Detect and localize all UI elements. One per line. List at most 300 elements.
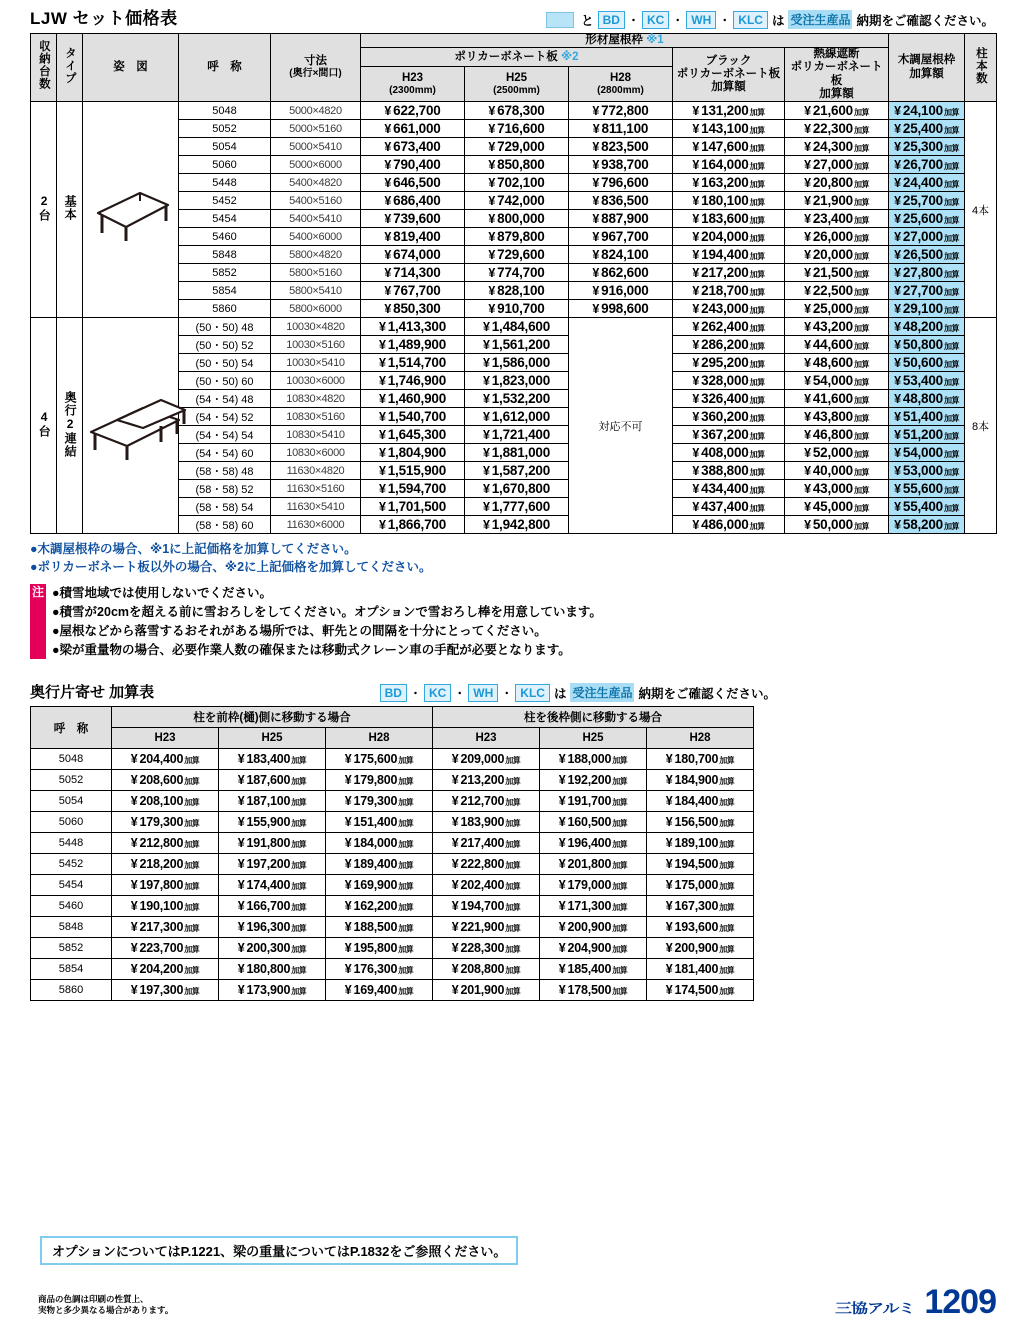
cell-name: 5852 bbox=[179, 264, 271, 282]
cell-r23: ¥ 208,800加算 bbox=[433, 959, 540, 980]
cell-f25: ¥ 166,700加算 bbox=[219, 896, 326, 917]
badge-bd: BD bbox=[598, 11, 625, 29]
cell-h23: ¥ 1,701,500 bbox=[361, 498, 465, 516]
cell-size: 5400×5160 bbox=[271, 192, 361, 210]
header-row-1 bbox=[31, 34, 997, 48]
cell-h23: ¥ 790,400 bbox=[361, 156, 465, 174]
cell-h23: ¥ 661,000 bbox=[361, 120, 465, 138]
th-size-main: 寸法 bbox=[304, 55, 327, 68]
cell-h25: ¥ 1,881,000 bbox=[465, 444, 569, 462]
cell-h25: ¥ 702,100 bbox=[465, 174, 569, 192]
cell-posts: 8本 bbox=[965, 318, 997, 534]
cell-h28: ¥ 772,800 bbox=[569, 102, 673, 120]
cell-name: (54・54) 52 bbox=[179, 408, 271, 426]
th-h28: H28 (2800mm) bbox=[569, 67, 673, 102]
cell-f28: ¥ 195,800加算 bbox=[326, 938, 433, 959]
cell-wood-frame: ¥ 24,400加算 bbox=[889, 174, 965, 192]
badge-klc: KLC bbox=[733, 11, 768, 29]
cell-size: 5000×4820 bbox=[271, 102, 361, 120]
cell-f25: ¥ 196,300加算 bbox=[219, 917, 326, 938]
cell-black-poly: ¥ 286,200加算 bbox=[673, 336, 785, 354]
section-header bbox=[0, 0, 1018, 33]
cell-h25: ¥ 910,700 bbox=[465, 300, 569, 318]
cell-h25: ¥ 1,561,200 bbox=[465, 336, 569, 354]
cell-size: 11630×4820 bbox=[271, 462, 361, 480]
cell-f25: ¥ 183,400加算 bbox=[219, 749, 326, 770]
cell-r23: ¥ 183,900加算 bbox=[433, 812, 540, 833]
cell-r25: ¥ 204,900加算 bbox=[540, 938, 647, 959]
cell-name: 5848 bbox=[179, 246, 271, 264]
cell-f28: ¥ 179,800加算 bbox=[326, 770, 433, 791]
cell-wood-frame: ¥ 53,400加算 bbox=[889, 372, 965, 390]
cell-r23: ¥ 201,900加算 bbox=[433, 980, 540, 1001]
cell-h23: ¥ 1,866,700 bbox=[361, 516, 465, 534]
table-row bbox=[31, 980, 754, 1001]
table-row bbox=[31, 749, 754, 770]
cell-h23: ¥ 1,804,900 bbox=[361, 444, 465, 462]
cell-r23: ¥ 194,700加算 bbox=[433, 896, 540, 917]
cell-f23: ¥ 204,200加算 bbox=[112, 959, 219, 980]
cell-h25: ¥ 879,800 bbox=[465, 228, 569, 246]
legend-sep-3: ・ bbox=[719, 14, 731, 27]
note-blue-1: ●木調屋根枠の場合、※1に上記価格を加算してください。 bbox=[30, 542, 357, 557]
cell-black-poly: ¥ 243,000加算 bbox=[673, 300, 785, 318]
cell-wood-frame: ¥ 27,000加算 bbox=[889, 228, 965, 246]
cell-type: 基本 bbox=[57, 102, 83, 318]
cell-h25: ¥ 1,777,600 bbox=[465, 498, 569, 516]
cell-h25: ¥ 828,100 bbox=[465, 282, 569, 300]
cell-name: (58・58) 48 bbox=[179, 462, 271, 480]
cell-black-poly: ¥ 437,400加算 bbox=[673, 498, 785, 516]
cell-r28: ¥ 167,300加算 bbox=[647, 896, 754, 917]
cell-heat-poly: ¥ 20,800加算 bbox=[785, 174, 889, 192]
cell-name: 5060 bbox=[31, 812, 112, 833]
cell-wood-frame: ¥ 27,700加算 bbox=[889, 282, 965, 300]
cell-f23: ¥ 223,700加算 bbox=[112, 938, 219, 959]
table-row bbox=[31, 318, 997, 336]
page-title: LJW セット価格表 bbox=[30, 9, 178, 28]
cell-size: 10830×6000 bbox=[271, 444, 361, 462]
cell-f25: ¥ 180,800加算 bbox=[219, 959, 326, 980]
cell-black-poly: ¥ 328,000加算 bbox=[673, 372, 785, 390]
warning-item: ●積雪地域では使用しないでください。 bbox=[52, 586, 273, 601]
cell-size: 10830×4820 bbox=[271, 390, 361, 408]
color-swatch-icon bbox=[546, 12, 574, 28]
cell-heat-poly: ¥ 22,300加算 bbox=[785, 120, 889, 138]
cell-h23: ¥ 1,514,700 bbox=[361, 354, 465, 372]
cell-f25: ¥ 197,200加算 bbox=[219, 854, 326, 875]
cell-size: 5000×6000 bbox=[271, 156, 361, 174]
depth-offset-table-body bbox=[31, 749, 754, 1001]
cell-r28: ¥ 175,000加算 bbox=[647, 875, 754, 896]
cell-heat-poly: ¥ 54,000加算 bbox=[785, 372, 889, 390]
cell-name: 5860 bbox=[31, 980, 112, 1001]
cell-f23: ¥ 204,400加算 bbox=[112, 749, 219, 770]
table-row bbox=[31, 833, 754, 854]
cell-size: 5400×5410 bbox=[271, 210, 361, 228]
sub-badge-wh: WH bbox=[468, 684, 498, 702]
cell-h25: ¥ 800,000 bbox=[465, 210, 569, 228]
sub-legend-sep-1: ・ bbox=[409, 687, 421, 700]
cell-wood-frame: ¥ 50,800加算 bbox=[889, 336, 965, 354]
cell-h25: ¥ 1,942,800 bbox=[465, 516, 569, 534]
cell-heat-poly: ¥ 26,000加算 bbox=[785, 228, 889, 246]
cell-h25: ¥ 1,823,000 bbox=[465, 372, 569, 390]
cell-h28: ¥ 836,500 bbox=[569, 192, 673, 210]
cell-black-poly: ¥ 367,200加算 bbox=[673, 426, 785, 444]
cell-size: 11630×6000 bbox=[271, 516, 361, 534]
disclaimer-line-1: 商品の色調は印刷の性質上、 bbox=[38, 1293, 149, 1304]
sub-table-wrap bbox=[0, 706, 1018, 1001]
cell-name: 5452 bbox=[31, 854, 112, 875]
cell-f23: ¥ 217,300加算 bbox=[112, 917, 219, 938]
cell-name: (50・50) 54 bbox=[179, 354, 271, 372]
cell-wood-frame: ¥ 24,100加算 bbox=[889, 102, 965, 120]
cell-r23: ¥ 202,400加算 bbox=[433, 875, 540, 896]
cell-size: 5000×5410 bbox=[271, 138, 361, 156]
legend-and: と bbox=[581, 13, 594, 28]
cell-size: 5400×6000 bbox=[271, 228, 361, 246]
cell-r25: ¥ 192,200加算 bbox=[540, 770, 647, 791]
cell-wood-frame: ¥ 25,300加算 bbox=[889, 138, 965, 156]
legend-made-to-order bbox=[546, 10, 996, 29]
cell-h25: ¥ 1,532,200 bbox=[465, 390, 569, 408]
th-group-frame: 形材屋根枠 ※1 bbox=[361, 34, 889, 48]
th-black-poly: ブラック ポリカーボネート板 加算額 bbox=[673, 48, 785, 102]
cell-wood-frame: ¥ 48,200加算 bbox=[889, 318, 965, 336]
main-table-wrap bbox=[0, 33, 1018, 534]
sub-badge-bd: BD bbox=[380, 684, 407, 702]
cell-black-poly: ¥ 143,100加算 bbox=[673, 120, 785, 138]
cell-heat-poly: ¥ 43,800加算 bbox=[785, 408, 889, 426]
cell-name: 5448 bbox=[31, 833, 112, 854]
cell-name: (50・50) 48 bbox=[179, 318, 271, 336]
warning-items bbox=[46, 584, 602, 659]
cell-r25: ¥ 188,000加算 bbox=[540, 749, 647, 770]
cell-size: 11630×5160 bbox=[271, 480, 361, 498]
cell-h23: ¥ 1,515,900 bbox=[361, 462, 465, 480]
cell-h28: ¥ 823,500 bbox=[569, 138, 673, 156]
warning-item: ●積雪が20cmを超える前に雪おろしをしてください。オプションで雪おろし棒を用意しています。 bbox=[52, 605, 602, 620]
cell-wood-frame: ¥ 25,700加算 bbox=[889, 192, 965, 210]
cell-black-poly: ¥ 218,700加算 bbox=[673, 282, 785, 300]
cell-size: 10030×6000 bbox=[271, 372, 361, 390]
cell-f25: ¥ 187,100加算 bbox=[219, 791, 326, 812]
sub-th-rear-h23: H23 bbox=[433, 728, 540, 749]
cell-h23: ¥ 673,400 bbox=[361, 138, 465, 156]
th-poly: ポリカーボネート板 ※2 bbox=[361, 48, 673, 67]
cell-heat-poly: ¥ 43,000加算 bbox=[785, 480, 889, 498]
cell-name: (54・54) 54 bbox=[179, 426, 271, 444]
print-disclaimer bbox=[38, 1294, 173, 1317]
cell-f25: ¥ 200,300加算 bbox=[219, 938, 326, 959]
cell-h25: ¥ 774,700 bbox=[465, 264, 569, 282]
cell-black-poly: ¥ 147,600加算 bbox=[673, 138, 785, 156]
brand-block bbox=[835, 1283, 996, 1321]
cell-h23: ¥ 646,500 bbox=[361, 174, 465, 192]
cell-black-poly: ¥ 295,200加算 bbox=[673, 354, 785, 372]
cell-f23: ¥ 212,800加算 bbox=[112, 833, 219, 854]
cell-heat-poly: ¥ 46,800加算 bbox=[785, 426, 889, 444]
cell-r25: ¥ 196,400加算 bbox=[540, 833, 647, 854]
cell-wood-frame: ¥ 26,500加算 bbox=[889, 246, 965, 264]
cell-heat-poly: ¥ 50,000加算 bbox=[785, 516, 889, 534]
cell-heat-poly: ¥ 23,400加算 bbox=[785, 210, 889, 228]
cell-f23: ¥ 218,200加算 bbox=[112, 854, 219, 875]
cell-h23: ¥ 1,746,900 bbox=[361, 372, 465, 390]
cell-f25: ¥ 191,800加算 bbox=[219, 833, 326, 854]
cell-r25: ¥ 200,900加算 bbox=[540, 917, 647, 938]
cell-f25: ¥ 187,600加算 bbox=[219, 770, 326, 791]
cell-name: 5054 bbox=[179, 138, 271, 156]
th-figure: 姿 図 bbox=[83, 34, 179, 102]
th-heat-poly: 熱線遮断 ポリカーボネート板 加算額 bbox=[785, 48, 889, 102]
cell-r25: ¥ 171,300加算 bbox=[540, 896, 647, 917]
table-row bbox=[31, 959, 754, 980]
cell-r28: ¥ 180,700加算 bbox=[647, 749, 754, 770]
option-reference-box: オプションについてはP.1221、梁の重量についてはP.1832をご参照ください。 bbox=[40, 1236, 518, 1265]
cell-heat-poly: ¥ 21,600加算 bbox=[785, 102, 889, 120]
sub-badge-kc: KC bbox=[424, 684, 451, 702]
cell-r25: ¥ 201,800加算 bbox=[540, 854, 647, 875]
cell-f23: ¥ 190,100加算 bbox=[112, 896, 219, 917]
cell-black-poly: ¥ 164,000加算 bbox=[673, 156, 785, 174]
star-1-icon: ※1 bbox=[646, 34, 664, 46]
sub-section-header bbox=[0, 659, 1018, 706]
cell-black-poly: ¥ 204,000加算 bbox=[673, 228, 785, 246]
cell-name: (54・54) 60 bbox=[179, 444, 271, 462]
cell-f28: ¥ 162,200加算 bbox=[326, 896, 433, 917]
cell-heat-poly: ¥ 48,600加算 bbox=[785, 354, 889, 372]
sub-th-rear-h25: H25 bbox=[540, 728, 647, 749]
cell-name: 5052 bbox=[179, 120, 271, 138]
cell-wood-frame: ¥ 50,600加算 bbox=[889, 354, 965, 372]
cell-h28: ¥ 938,700 bbox=[569, 156, 673, 174]
cell-h28: ¥ 796,600 bbox=[569, 174, 673, 192]
badge-wh: WH bbox=[686, 11, 716, 29]
cell-h25: ¥ 1,587,200 bbox=[465, 462, 569, 480]
cell-r25: ¥ 160,500加算 bbox=[540, 812, 647, 833]
cell-h25: ¥ 716,600 bbox=[465, 120, 569, 138]
cell-size: 10830×5410 bbox=[271, 426, 361, 444]
disclaimer-line-2: 実物と多少異なる場合があります。 bbox=[38, 1305, 174, 1316]
cell-f28: ¥ 189,400加算 bbox=[326, 854, 433, 875]
cell-h23: ¥ 1,540,700 bbox=[361, 408, 465, 426]
cell-h28: ¥ 916,000 bbox=[569, 282, 673, 300]
cell-h23: ¥ 1,489,900 bbox=[361, 336, 465, 354]
cell-black-poly: ¥ 408,000加算 bbox=[673, 444, 785, 462]
cell-f25: ¥ 155,900加算 bbox=[219, 812, 326, 833]
cell-r23: ¥ 228,300加算 bbox=[433, 938, 540, 959]
cell-h25: ¥ 1,670,800 bbox=[465, 480, 569, 498]
cell-wood-frame: ¥ 25,400加算 bbox=[889, 120, 965, 138]
page-footer bbox=[0, 1283, 1018, 1321]
table-row bbox=[31, 938, 754, 959]
cell-name: (50・50) 52 bbox=[179, 336, 271, 354]
sub-legend-made-to-order bbox=[380, 683, 778, 702]
th-size-sub: (奥行×間口) bbox=[289, 68, 342, 80]
cell-size: 10030×5410 bbox=[271, 354, 361, 372]
cell-heat-poly: ¥ 25,000加算 bbox=[785, 300, 889, 318]
sub-badge-klc: KLC bbox=[515, 684, 550, 702]
th-size bbox=[271, 34, 361, 102]
cell-name: (58・58) 52 bbox=[179, 480, 271, 498]
cell-h23: ¥ 674,000 bbox=[361, 246, 465, 264]
cell-heat-poly: ¥ 40,000加算 bbox=[785, 462, 889, 480]
cell-name: 5460 bbox=[179, 228, 271, 246]
cell-name: 5454 bbox=[179, 210, 271, 228]
sub-th-front: 柱を前枠(樋)側に移動する場合 bbox=[112, 707, 433, 728]
star-2-icon: ※2 bbox=[561, 50, 579, 63]
cell-r28: ¥ 189,100加算 bbox=[647, 833, 754, 854]
cell-wood-frame: ¥ 54,000加算 bbox=[889, 444, 965, 462]
cell-h23: ¥ 739,600 bbox=[361, 210, 465, 228]
cell-h28-not-available: 対応不可 bbox=[569, 318, 673, 534]
cell-h25: ¥ 1,612,000 bbox=[465, 408, 569, 426]
cell-r28: ¥ 181,400加算 bbox=[647, 959, 754, 980]
cell-wood-frame: ¥ 51,200加算 bbox=[889, 426, 965, 444]
cell-black-poly: ¥ 388,800加算 bbox=[673, 462, 785, 480]
cell-heat-poly: ¥ 44,600加算 bbox=[785, 336, 889, 354]
cell-name: 5854 bbox=[179, 282, 271, 300]
cell-r23: ¥ 213,200加算 bbox=[433, 770, 540, 791]
cell-h23: ¥ 714,300 bbox=[361, 264, 465, 282]
cell-black-poly: ¥ 131,200加算 bbox=[673, 102, 785, 120]
cell-heat-poly: ¥ 21,900加算 bbox=[785, 192, 889, 210]
cell-h23: ¥ 767,700 bbox=[361, 282, 465, 300]
cell-name: 5048 bbox=[179, 102, 271, 120]
cell-count: 4台 bbox=[31, 318, 57, 534]
th-h23: H23 (2300mm) bbox=[361, 67, 465, 102]
cell-f28: ¥ 179,300加算 bbox=[326, 791, 433, 812]
cell-wood-frame: ¥ 26,700加算 bbox=[889, 156, 965, 174]
cell-heat-poly: ¥ 22,500加算 bbox=[785, 282, 889, 300]
cell-wood-frame: ¥ 55,600加算 bbox=[889, 480, 965, 498]
cell-wood-frame: ¥ 58,200加算 bbox=[889, 516, 965, 534]
cell-size: 5000×5160 bbox=[271, 120, 361, 138]
sub-header-row-1 bbox=[31, 707, 754, 728]
cell-black-poly: ¥ 360,200加算 bbox=[673, 408, 785, 426]
th-count: 収納台数 bbox=[31, 34, 57, 102]
cell-count: 2台 bbox=[31, 102, 57, 318]
cell-size: 5800×5160 bbox=[271, 264, 361, 282]
cell-name: 5852 bbox=[31, 938, 112, 959]
sub-legend-highlight: 受注生産品 bbox=[570, 683, 634, 702]
sub-th-front-h25: H25 bbox=[219, 728, 326, 749]
table-row bbox=[31, 854, 754, 875]
note-blue-2: ●ポリカーボネート板以外の場合、※2に上記価格を加算してください。 bbox=[30, 560, 432, 575]
cell-name: 5052 bbox=[31, 770, 112, 791]
cell-name: 5060 bbox=[179, 156, 271, 174]
cell-h23: ¥ 850,300 bbox=[361, 300, 465, 318]
cell-h25: ¥ 742,000 bbox=[465, 192, 569, 210]
cell-h25: ¥ 850,800 bbox=[465, 156, 569, 174]
legend-highlight: 受注生産品 bbox=[788, 10, 852, 29]
cell-h28: ¥ 862,600 bbox=[569, 264, 673, 282]
cell-black-poly: ¥ 194,400加算 bbox=[673, 246, 785, 264]
cell-r28: ¥ 194,500加算 bbox=[647, 854, 754, 875]
cell-wood-frame: ¥ 48,800加算 bbox=[889, 390, 965, 408]
cell-f28: ¥ 188,500加算 bbox=[326, 917, 433, 938]
cell-name: (50・50) 60 bbox=[179, 372, 271, 390]
cell-name: 5460 bbox=[31, 896, 112, 917]
cell-h23: ¥ 1,413,300 bbox=[361, 318, 465, 336]
cell-f28: ¥ 176,300加算 bbox=[326, 959, 433, 980]
sub-legend-wa: は bbox=[553, 686, 567, 701]
cell-heat-poly: ¥ 27,000加算 bbox=[785, 156, 889, 174]
cell-f23: ¥ 179,300加算 bbox=[112, 812, 219, 833]
cell-size: 11630×5410 bbox=[271, 498, 361, 516]
cell-type: 奥行2連結 bbox=[57, 318, 83, 534]
cell-f23: ¥ 208,100加算 bbox=[112, 791, 219, 812]
cell-f28: ¥ 169,400加算 bbox=[326, 980, 433, 1001]
table-row bbox=[31, 812, 754, 833]
cell-h23: ¥ 686,400 bbox=[361, 192, 465, 210]
cell-h28: ¥ 811,100 bbox=[569, 120, 673, 138]
cell-r23: ¥ 221,900加算 bbox=[433, 917, 540, 938]
sub-th-front-h23: H23 bbox=[112, 728, 219, 749]
th-type: タイプ bbox=[57, 34, 83, 102]
depth-offset-table bbox=[30, 706, 754, 1001]
cell-h25: ¥ 729,600 bbox=[465, 246, 569, 264]
cell-wood-frame: ¥ 25,600加算 bbox=[889, 210, 965, 228]
cell-name: 5448 bbox=[179, 174, 271, 192]
cell-black-poly: ¥ 486,000加算 bbox=[673, 516, 785, 534]
cell-r25: ¥ 185,400加算 bbox=[540, 959, 647, 980]
sub-th-rear: 柱を後枠側に移動する場合 bbox=[433, 707, 754, 728]
cell-r25: ¥ 179,000加算 bbox=[540, 875, 647, 896]
cell-size: 5800×6000 bbox=[271, 300, 361, 318]
sub-table-title: 奥行片寄せ 加算表 bbox=[30, 684, 155, 702]
cell-r28: ¥ 184,900加算 bbox=[647, 770, 754, 791]
cell-name: (58・58) 60 bbox=[179, 516, 271, 534]
cell-name: 5054 bbox=[31, 791, 112, 812]
cell-heat-poly: ¥ 41,600加算 bbox=[785, 390, 889, 408]
cell-f28: ¥ 184,000加算 bbox=[326, 833, 433, 854]
notes-block bbox=[0, 534, 1018, 659]
cell-r25: ¥ 191,700加算 bbox=[540, 791, 647, 812]
cell-name: 5048 bbox=[31, 749, 112, 770]
cell-name: 5860 bbox=[179, 300, 271, 318]
cell-posts: 4本 bbox=[965, 102, 997, 318]
cell-r23: ¥ 222,800加算 bbox=[433, 854, 540, 875]
cell-h23: ¥ 819,400 bbox=[361, 228, 465, 246]
set-price-table-body bbox=[31, 102, 997, 534]
warning-label: 注 bbox=[30, 584, 46, 659]
warning-block bbox=[30, 584, 1018, 659]
cell-name: 5454 bbox=[31, 875, 112, 896]
cell-f23: ¥ 197,300加算 bbox=[112, 980, 219, 1001]
table-row bbox=[31, 791, 754, 812]
table-row bbox=[31, 875, 754, 896]
cell-h28: ¥ 824,100 bbox=[569, 246, 673, 264]
cell-heat-poly: ¥ 45,000加算 bbox=[785, 498, 889, 516]
th-posts: 柱本数 bbox=[965, 34, 997, 102]
cell-f23: ¥ 197,800加算 bbox=[112, 875, 219, 896]
legend-sep-1: ・ bbox=[627, 14, 639, 27]
table-row bbox=[31, 896, 754, 917]
carport-double-figure bbox=[83, 318, 179, 534]
cell-h25: ¥ 729,000 bbox=[465, 138, 569, 156]
cell-wood-frame: ¥ 29,100加算 bbox=[889, 300, 965, 318]
cell-size: 5400×4820 bbox=[271, 174, 361, 192]
cell-r25: ¥ 178,500加算 bbox=[540, 980, 647, 1001]
th-h25: H25 (2500mm) bbox=[465, 67, 569, 102]
cell-f28: ¥ 151,400加算 bbox=[326, 812, 433, 833]
cell-h28: ¥ 998,600 bbox=[569, 300, 673, 318]
sub-legend-sep-3: ・ bbox=[501, 687, 513, 700]
cell-size: 5800×5410 bbox=[271, 282, 361, 300]
